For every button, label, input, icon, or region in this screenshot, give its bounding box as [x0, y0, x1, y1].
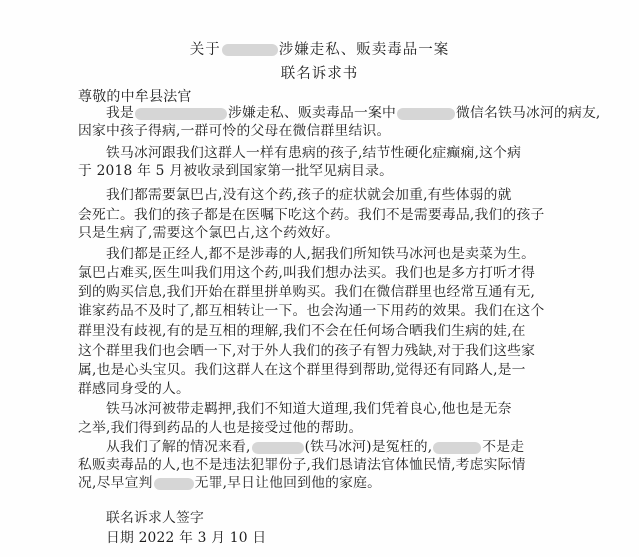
- paragraph-5-line-2: [78, 419, 363, 437]
- paragraph-4-line-1: [106, 245, 535, 263]
- paragraph-5-line-1: [106, 400, 512, 418]
- text-segment: 会死亡。我们的孩子都是在医嘱下吃这个药。我们不是需要毒品,我们的孩子: [78, 207, 545, 223]
- text-segment: 只是生病了,需要这个氯巴占,这个药效好。: [78, 225, 340, 241]
- redacted-name: [252, 442, 304, 454]
- paragraph-6-line-2: [78, 456, 526, 474]
- paragraph-4-line-5: [78, 322, 526, 340]
- text-segment: 群里没有歧视,有的是互相的理解,我们不会在任何场合晒我们生病的娃,在: [78, 323, 526, 339]
- paragraph-3-line-2: [78, 206, 544, 224]
- paragraph-4-line-8: [78, 380, 190, 398]
- text-segment: 这个群里我们也会晒一下,对于外人我们的孩子有智力残缺,对于我们这些家: [78, 343, 536, 359]
- paragraph-4-line-3: [78, 283, 535, 301]
- paragraph-4-line-6: [78, 342, 535, 360]
- text-segment: 于 2018 年 5 月被收录到国家第一批罕见病目录。: [78, 163, 394, 179]
- text-segment: 谁家药品不及时了,都互相转让一下。也会沟通一下用药的效果。我们在这个: [78, 303, 545, 319]
- redacted-name: [433, 442, 481, 454]
- text-segment: 不是走: [482, 439, 525, 455]
- text-segment: 况,尽早宣判: [78, 475, 153, 491]
- signature-label: 联名诉求人签字: [106, 510, 204, 526]
- redacted-name: [154, 478, 194, 490]
- title-suffix: 涉嫌走私、贩卖毒品一案: [278, 42, 450, 58]
- date-line: 日期 2022 年 3 月 10 日: [106, 530, 267, 546]
- document-title: [0, 38, 639, 59]
- text-segment: 我是: [106, 105, 134, 121]
- text-segment: 属,也是心头宝贝。我们这群人在这个群里得到帮助,觉得还有同路人,是一: [78, 362, 526, 378]
- paragraph-2-line-1: [106, 144, 521, 162]
- paragraph-1-line-1: [106, 104, 601, 122]
- text-segment: 私贩卖毒品的人,也不是违法犯罪份子,我们恳请法官体恤民情,考虑实际情: [78, 457, 526, 473]
- paragraph-2-line-2: [78, 162, 393, 180]
- text-segment: 无罪,早日让他回到他的家庭。: [194, 475, 382, 491]
- text-segment: 涉嫌走私、贩卖毒品一案中: [228, 105, 396, 121]
- text-segment: (铁马冰河)是冤枉的,: [304, 439, 433, 455]
- redacted-name: [397, 108, 455, 120]
- text-segment: 到的购买信息,我们开始在群里拼单购买。我们在微信群里也经常互通有无,: [78, 284, 536, 300]
- paragraph-3-line-1: [106, 186, 512, 204]
- text-segment: 我们都需要氯巴占,没有这个药,孩子的症状就会加重,有些体弱的就: [106, 187, 512, 203]
- title-prefix: 关于: [189, 42, 221, 58]
- text-segment: 之举,我们得到药品的人也是接受过他的帮助。: [78, 420, 363, 436]
- paragraph-4-line-4: [78, 302, 544, 320]
- salutation: 尊敬的中牟县法官: [78, 89, 192, 105]
- paragraph-4-line-7: [78, 361, 526, 379]
- text-segment: 群感同身受的人。: [78, 381, 190, 397]
- paragraph-4-line-2: [78, 264, 535, 282]
- paragraph-1-line-2: [78, 122, 391, 140]
- document-subtitle: 联名诉求书: [280, 66, 359, 82]
- text-segment: 微信名铁马冰河的病友,: [455, 105, 601, 121]
- text-segment: 铁马冰河跟我们这群人一样有患病的孩子,结节性硬化症癫痫,这个病: [106, 145, 522, 161]
- redacted-name: [222, 44, 278, 56]
- text-segment: 氯巴占难买,医生叫我们用这个药,叫我们想办法买。我们也是多方打听才得: [78, 265, 536, 281]
- paragraph-6-line-1: [106, 438, 524, 456]
- text-segment: 因家中孩子得病,一群可怜的父母在微信群里结识。: [78, 123, 391, 139]
- paragraph-6-line-3: [78, 474, 381, 492]
- text-segment: 从我们了解的情况来看,: [106, 439, 251, 455]
- redacted-name: [135, 108, 227, 120]
- paragraph-3-line-3: [78, 224, 339, 242]
- text-segment: 我们都是正经人,都不是涉毒的人,据我们所知铁马冰河也是卖菜为生。: [106, 246, 536, 262]
- text-segment: 铁马冰河被带走羁押,我们不知道大道理,我们凭着良心,他也是无奈: [106, 401, 512, 417]
